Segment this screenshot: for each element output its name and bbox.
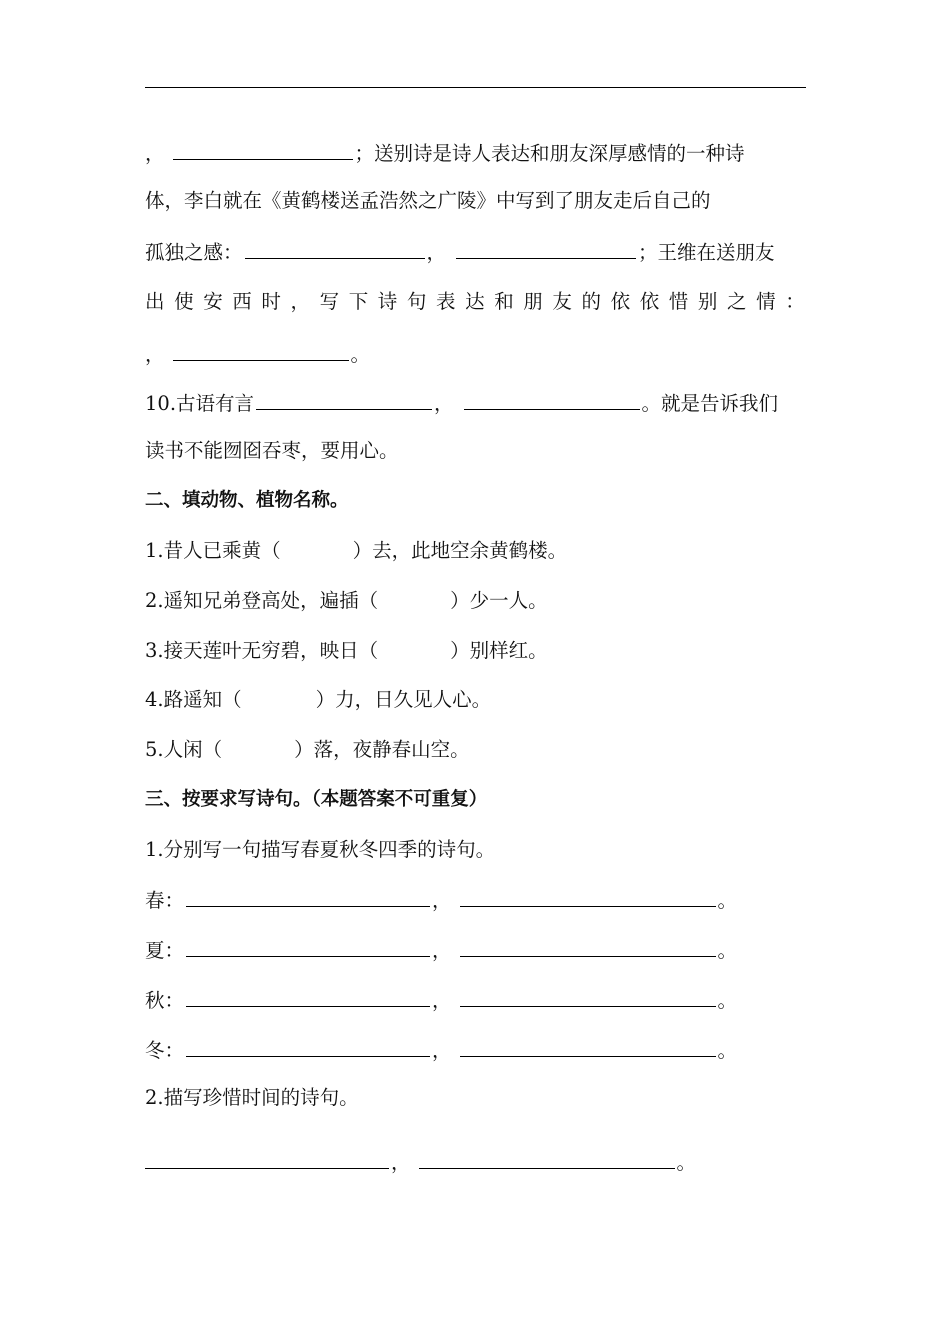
header-rule bbox=[145, 87, 806, 88]
season-label: 秋： bbox=[145, 989, 185, 1012]
poem-line-1 bbox=[145, 139, 745, 167]
answer-blank[interactable] bbox=[256, 389, 432, 410]
answer-blank[interactable] bbox=[186, 986, 430, 1007]
poem-line-3 bbox=[145, 238, 775, 266]
question-text: 。就是告诉我们 bbox=[641, 392, 779, 415]
section-3-q1 bbox=[145, 837, 495, 863]
punct: ， bbox=[432, 1039, 452, 1062]
question-text: 读书不能囫囵吞枣，要用心。 bbox=[145, 439, 399, 462]
section-heading: 三、按要求写诗句。（本题答案不可重复） bbox=[145, 789, 488, 810]
season-row-winter bbox=[145, 1036, 737, 1064]
question-text: 2.遥知兄弟登高处，遍插（ bbox=[145, 589, 379, 612]
answer-blank[interactable] bbox=[460, 1036, 716, 1057]
answer-blank[interactable] bbox=[460, 886, 716, 907]
question-text: ）去，此地空余黄鹤楼。 bbox=[352, 539, 568, 562]
season-row-autumn bbox=[145, 986, 737, 1014]
punct: 。 bbox=[717, 989, 738, 1012]
fill-item-4 bbox=[145, 687, 491, 713]
answer-blank[interactable] bbox=[419, 1148, 675, 1169]
fill-item-2 bbox=[145, 588, 548, 614]
question-10-cont bbox=[145, 438, 399, 464]
question-text: 10.古语有言 bbox=[145, 392, 255, 415]
poem-line-5 bbox=[145, 340, 370, 368]
question-text: 1.昔人已乘黄（ bbox=[145, 539, 281, 562]
punct: ； bbox=[354, 142, 375, 165]
question-text: 送别诗是诗人表达和朋友深厚感情的一种诗 bbox=[374, 142, 745, 165]
answer-blank[interactable] bbox=[456, 238, 636, 259]
answer-blank[interactable] bbox=[173, 340, 349, 361]
section-2-title bbox=[145, 488, 349, 514]
season-label: 春： bbox=[145, 889, 185, 912]
time-poem-row bbox=[145, 1148, 696, 1176]
answer-blank[interactable] bbox=[460, 986, 716, 1007]
section-3-title bbox=[145, 787, 487, 813]
answer-blank[interactable] bbox=[464, 389, 640, 410]
question-text: 孤独之感： bbox=[145, 241, 243, 264]
season-row-summer bbox=[145, 936, 737, 964]
season-label: 冬： bbox=[145, 1039, 185, 1062]
season-row-spring bbox=[145, 886, 737, 914]
question-text: 体，李白就在《黄鹤楼送孟浩然之广陵》中写到了朋友走后自己的 bbox=[145, 189, 711, 212]
punct: 。 bbox=[350, 343, 371, 366]
punct: 。 bbox=[676, 1151, 697, 1174]
answer-blank[interactable] bbox=[186, 936, 430, 957]
fill-item-1 bbox=[145, 538, 567, 564]
question-text: 4.路遥知（ bbox=[145, 688, 242, 711]
punct: ， bbox=[434, 392, 454, 415]
punct: ， bbox=[432, 889, 452, 912]
question-text: ）少一人。 bbox=[450, 589, 548, 612]
punct: ， bbox=[145, 343, 165, 366]
fill-item-3 bbox=[145, 638, 548, 664]
punct: 。 bbox=[717, 939, 738, 962]
answer-blank[interactable] bbox=[173, 139, 353, 160]
question-text: 出使安西时，写下诗句表达和朋友的依依惜别之情： bbox=[145, 290, 815, 313]
punct: ， bbox=[432, 989, 452, 1012]
season-label: 夏： bbox=[145, 939, 185, 962]
punct: 。 bbox=[717, 889, 738, 912]
question-text: 王维在送朋友 bbox=[657, 241, 775, 264]
poem-line-4 bbox=[145, 289, 814, 315]
punct: ， bbox=[145, 142, 165, 165]
answer-blank[interactable] bbox=[245, 238, 425, 259]
section-3-q2 bbox=[145, 1085, 359, 1111]
question-text: ）力，日久见人心。 bbox=[315, 688, 492, 711]
punct: ， bbox=[426, 241, 447, 264]
question-text: 5.人闲（ bbox=[145, 738, 223, 761]
question-text: ）别样红。 bbox=[450, 639, 548, 662]
punct: ， bbox=[391, 1151, 411, 1174]
fill-item-5 bbox=[145, 737, 470, 763]
answer-blank[interactable] bbox=[460, 936, 716, 957]
answer-blank[interactable] bbox=[186, 1036, 430, 1057]
question-text: 3.接天莲叶无穷碧，映日（ bbox=[145, 639, 379, 662]
question-text: ）落，夜静春山空。 bbox=[294, 738, 470, 761]
punct: ； bbox=[638, 241, 658, 264]
section-heading: 二、填动物、植物名称。 bbox=[145, 490, 349, 511]
answer-blank[interactable] bbox=[186, 886, 430, 907]
question-10 bbox=[145, 389, 778, 417]
punct: 。 bbox=[717, 1039, 738, 1062]
poem-line-2 bbox=[145, 188, 711, 214]
question-text: 2.描写珍惜时间的诗句。 bbox=[145, 1086, 359, 1109]
question-text: 1.分别写一句描写春夏秋冬四季的诗句。 bbox=[145, 838, 496, 861]
punct: ， bbox=[432, 939, 452, 962]
answer-blank[interactable] bbox=[145, 1148, 389, 1169]
